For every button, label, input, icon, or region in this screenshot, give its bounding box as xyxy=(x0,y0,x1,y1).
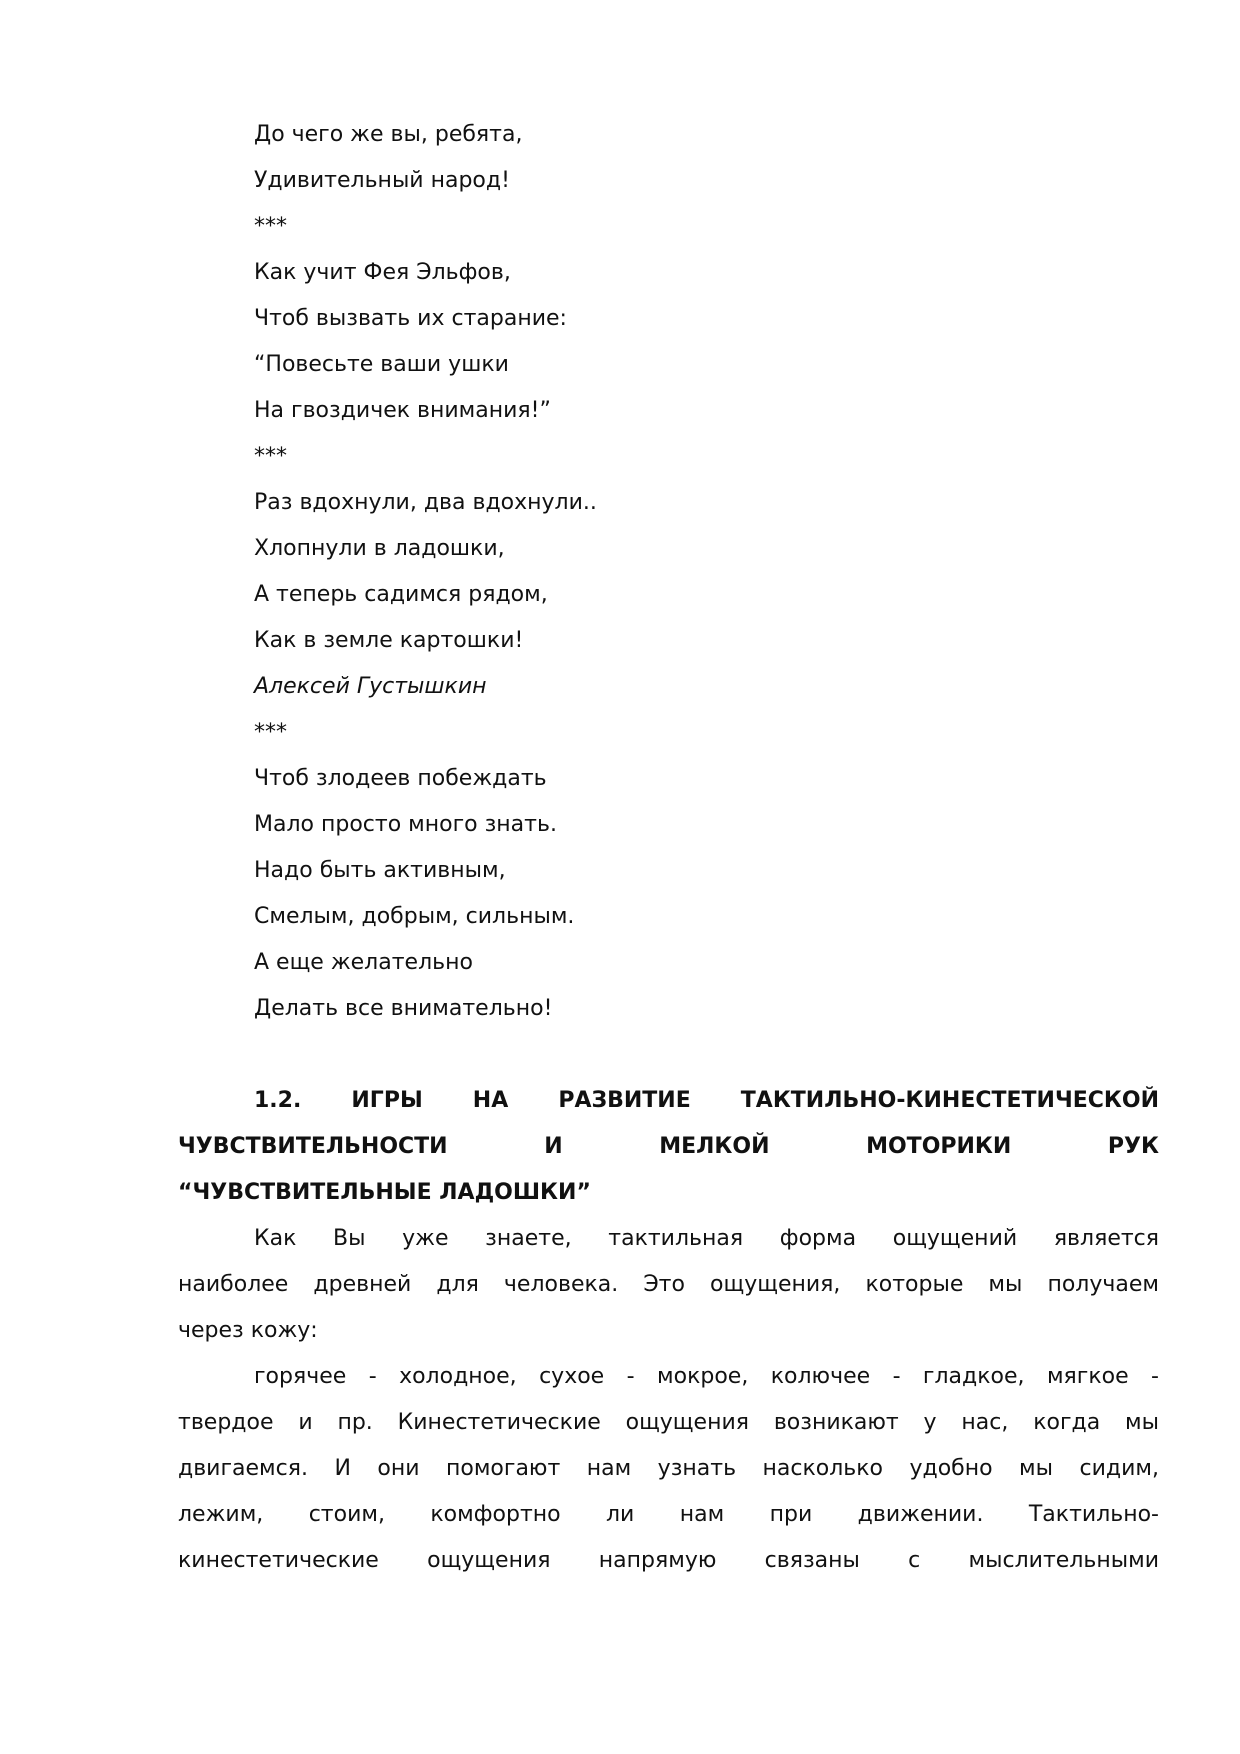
paragraph-line: твердое и пр. Кинестетические ощущения возникают у нас, когда мы xyxy=(178,1410,1159,1435)
poem-line: Надо быть активным, xyxy=(254,858,506,883)
poem-line: Смелым, добрым, сильным. xyxy=(254,904,575,929)
heading-line: ЧУВСТВИТЕЛЬНОСТИ И МЕЛКОЙ МОТОРИКИ РУК xyxy=(178,1134,1159,1159)
poem-line: Хлопнули в ладошки, xyxy=(254,536,505,561)
heading-line: “ЧУВСТВИТЕЛЬНЫЕ ЛАДОШКИ” xyxy=(178,1180,591,1205)
poem-line: “Повесьте ваши ушки xyxy=(254,352,509,377)
poem-line: На гвоздичек внимания!” xyxy=(254,398,551,423)
paragraph-line: горячее - холодное, сухое - мокрое, колючее - гладкое, мягкое - xyxy=(254,1364,1159,1389)
poem-line: Как учит Фея Эльфов, xyxy=(254,260,511,285)
paragraph xyxy=(178,1354,1159,1584)
spacer xyxy=(178,1032,1159,1078)
heading-line: 1.2. ИГРЫ НА РАЗВИТИЕ ТАКТИЛЬНО-КИНЕСТЕТИЧЕСКОЙ xyxy=(254,1088,1159,1113)
poem-line: Удивительный народ! xyxy=(254,168,510,193)
poem-separator: *** xyxy=(254,444,287,469)
poem-line: Делать все внимательно! xyxy=(254,996,553,1021)
poem-line: Чтоб вызвать их старание: xyxy=(254,306,567,331)
paragraph-line: кинестетические ощущения напрямую связаны с мыслительными xyxy=(178,1548,1159,1573)
poem-author: Алексей Густышкин xyxy=(254,674,487,699)
paragraph-line: Как Вы уже знаете, тактильная форма ощущений является xyxy=(254,1226,1159,1251)
paragraph-line: двигаемся. И они помогают нам узнать насколько удобно мы сидим, xyxy=(178,1456,1159,1481)
poem-line: Раз вдохнули, два вдохнули.. xyxy=(254,490,597,515)
paragraph-line: через кожу: xyxy=(178,1318,318,1343)
document-page xyxy=(178,112,1159,1584)
poem xyxy=(178,112,1159,1032)
paragraph xyxy=(178,1216,1159,1354)
poem-line: А теперь садимся рядом, xyxy=(254,582,548,607)
poem-separator: *** xyxy=(254,214,287,239)
poem-line: Как в земле картошки! xyxy=(254,628,524,653)
paragraph-line: лежим, стоим, комфортно ли нам при движении. Тактильно- xyxy=(178,1502,1159,1527)
poem-line: Чтоб злодеев побеждать xyxy=(254,766,547,791)
section-heading xyxy=(178,1078,1159,1216)
poem-line: А еще желательно xyxy=(254,950,473,975)
poem-line: Мало просто много знать. xyxy=(254,812,557,837)
paragraph-line: наиболее древней для человека. Это ощущения, которые мы получаем xyxy=(178,1272,1159,1297)
poem-separator: *** xyxy=(254,720,287,745)
poem-line: До чего же вы, ребята, xyxy=(254,122,523,147)
